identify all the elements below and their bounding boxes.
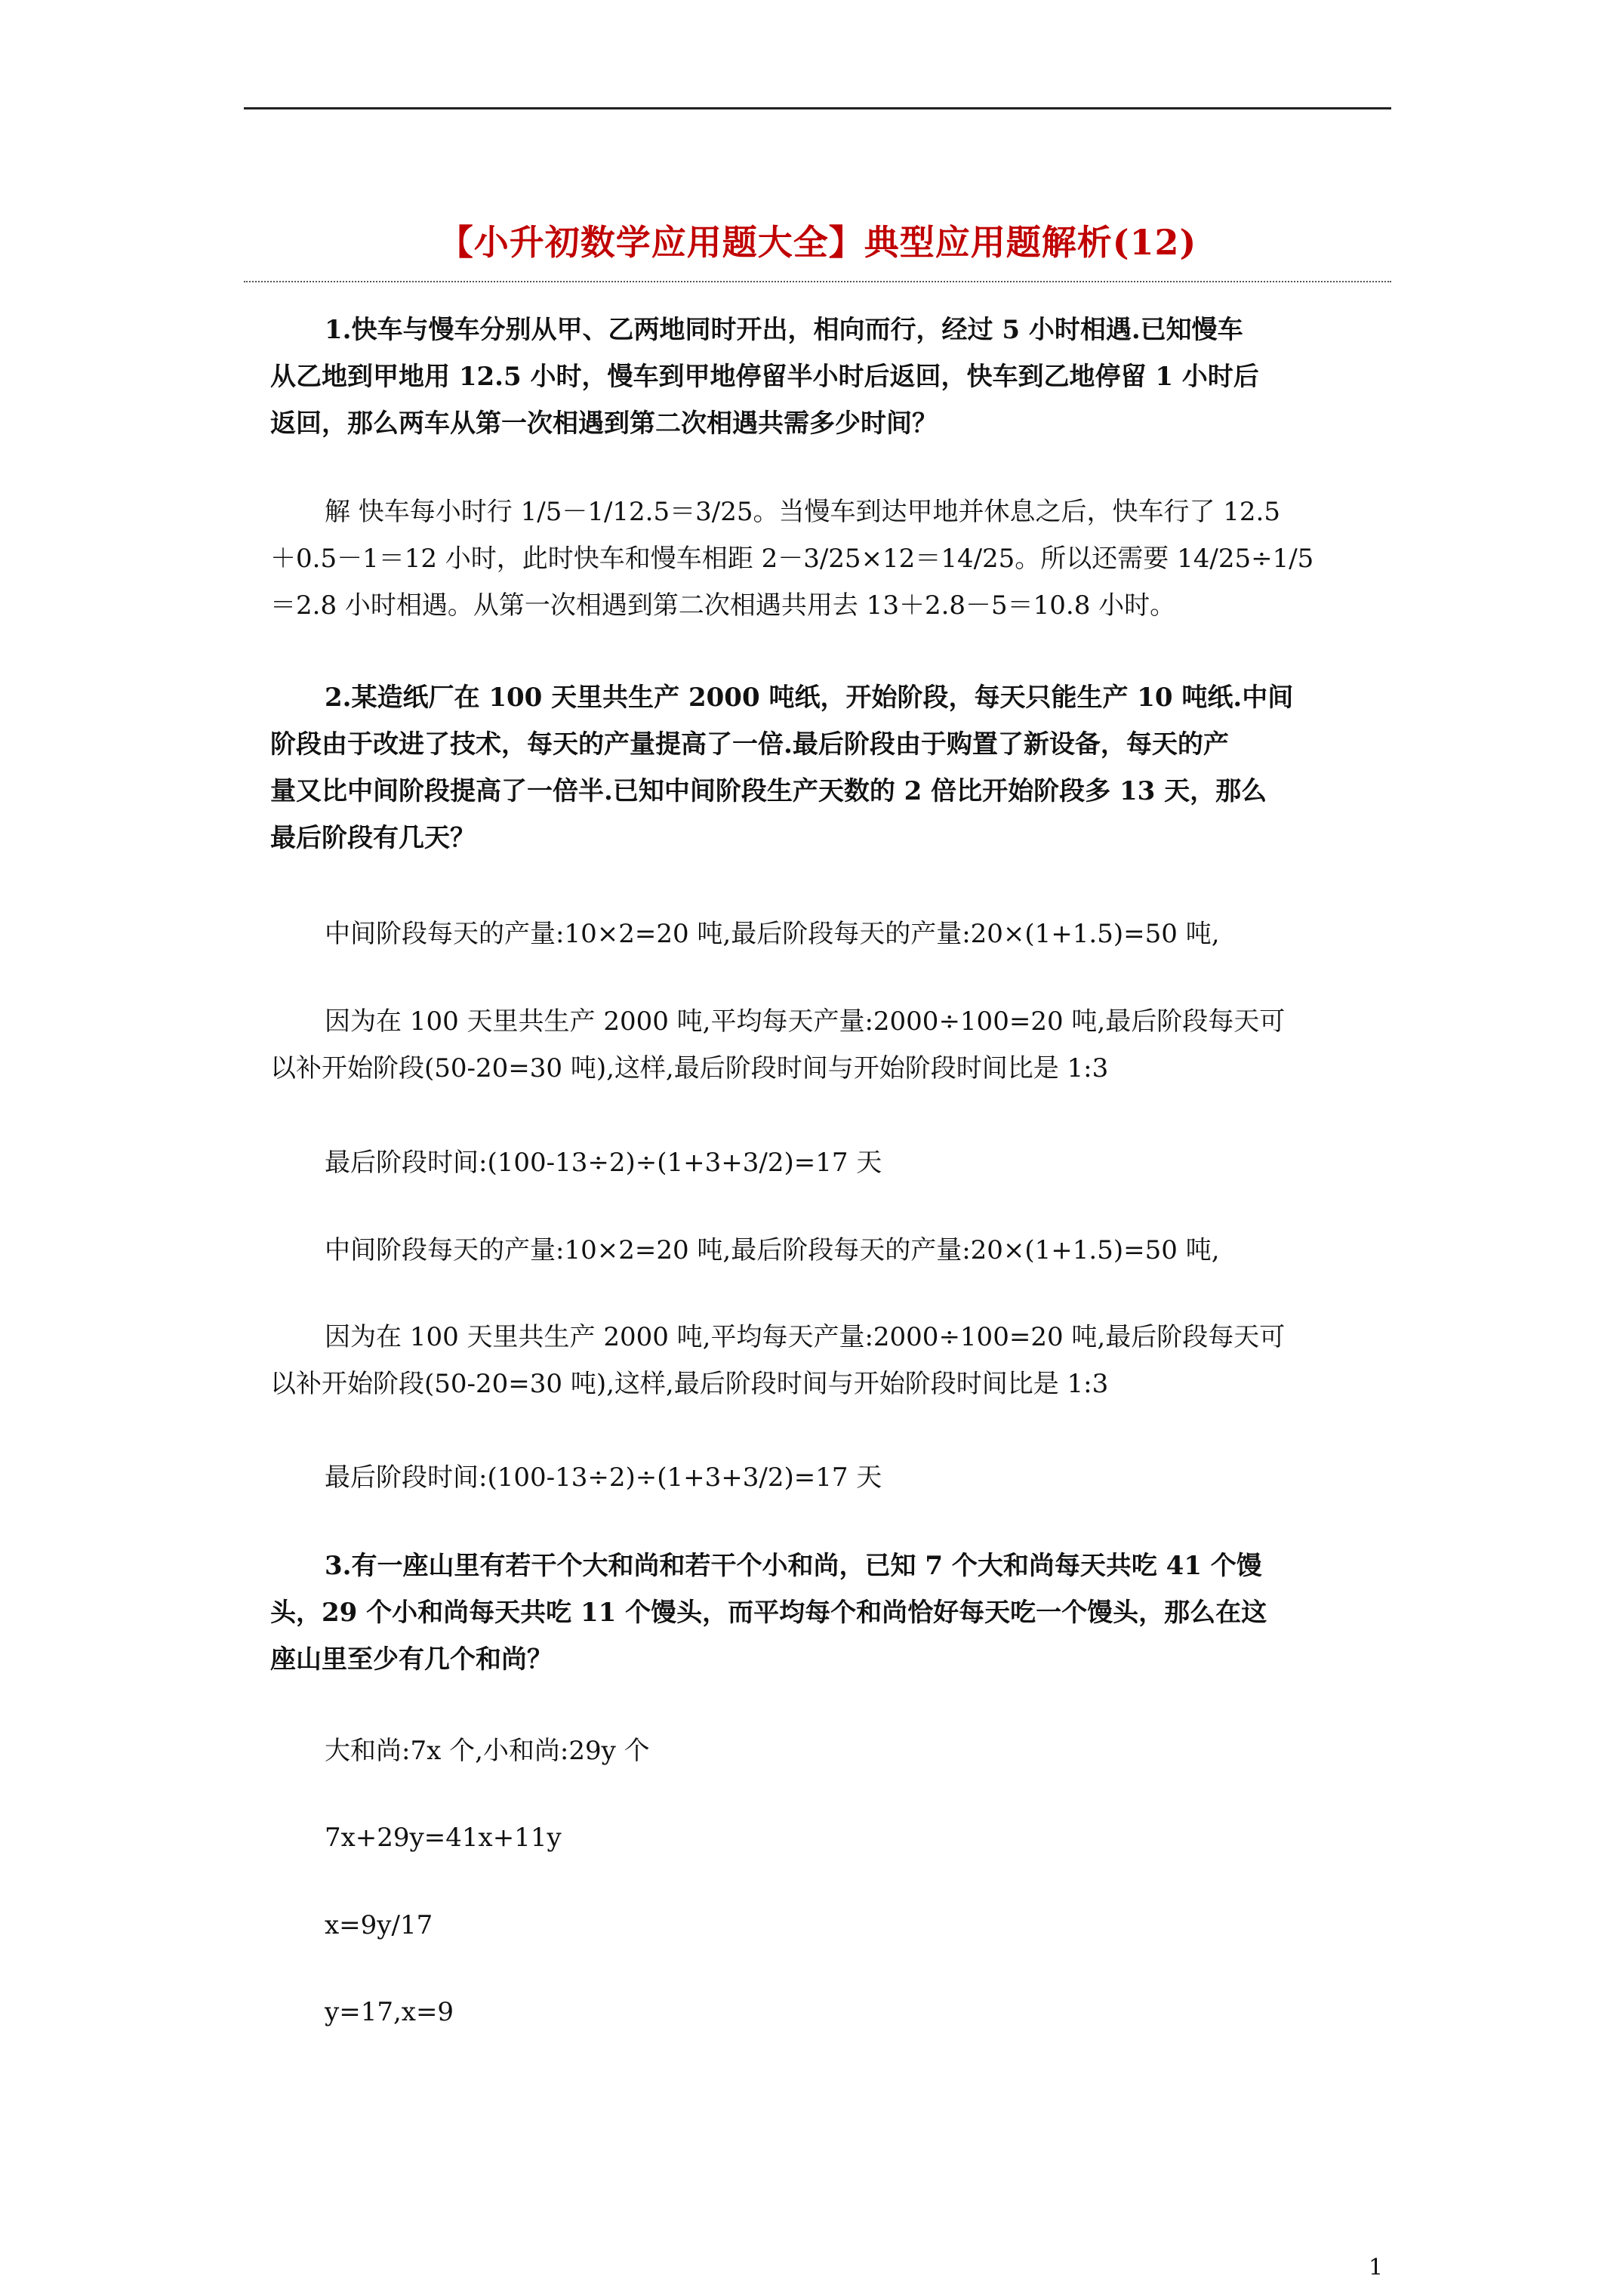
- answer-3-paragraph: [270, 1989, 1366, 2036]
- answer-3-paragraph: [270, 1902, 1366, 1949]
- answer-2-line: 因为在 100 天里共生产 2000 吨,平均每天产量:2000÷100=20 吨,最后阶段每天可: [325, 1006, 1286, 1037]
- document-title: 【小升初数学应用题大全】典型应用题解析(12): [438, 222, 1197, 263]
- answer-2-line: 最后阶段时间:(100-13÷2)÷(1+3+3/2)=17 天: [325, 1148, 882, 1178]
- page-number: 1: [1369, 2254, 1384, 2281]
- answer-2-paragraph: [270, 911, 1366, 957]
- answer-3-line: y=17,x=9: [325, 1997, 454, 2027]
- question-1-line: 1.快车与慢车分别从甲、乙两地同时开出，相向而行，经过 5 小时相遇.已知慢车: [325, 315, 1243, 345]
- answer-1: [270, 488, 1366, 629]
- title-divider: [244, 281, 1391, 282]
- answer-3-line: x=9y/17: [325, 1910, 433, 1940]
- answer-3-paragraph: [270, 1814, 1366, 1861]
- answer-2-line: 因为在 100 天里共生产 2000 吨,平均每天产量:2000÷100=20 吨,最后阶段每天可: [325, 1322, 1286, 1352]
- question-2-line: 2.某造纸厂在 100 天里共生产 2000 吨纸，开始阶段，每天只能生产 10 吨纸.中间: [325, 683, 1294, 713]
- question-3-line: 座山里至少有几个和尚？: [270, 1644, 553, 1675]
- answer-2-line: 中间阶段每天的产量:10×2=20 吨,最后阶段每天的产量:20×(1+1.5)=50 吨,: [325, 919, 1220, 949]
- answer-2-line: 以补开始阶段(50-20=30 吨),这样,最后阶段时间与开始阶段时间比是 1:3: [270, 1053, 1109, 1083]
- question-1-line: 返回，那么两车从第一次相遇到第二次相遇共需多少时间？: [270, 408, 938, 439]
- answer-2-line: 以补开始阶段(50-20=30 吨),这样,最后阶段时间与开始阶段时间比是 1:3: [270, 1369, 1109, 1399]
- question-3-line: 头，29 个小和尚每天共吃 11 个馒头，而平均每个和尚恰好每天吃一个馒头，那么在这: [270, 1598, 1267, 1628]
- answer-2-paragraph: [270, 1139, 1366, 1186]
- answer-2-line: 中间阶段每天的产量:10×2=20 吨,最后阶段每天的产量:20×(1+1.5)=50 吨,: [325, 1235, 1220, 1265]
- answer-2-paragraph: [270, 1454, 1366, 1501]
- answer-3-line: 7x+29y=41x+11y: [325, 1823, 562, 1853]
- answer-3-line: 大和尚:7x 个,小和尚:29y 个: [325, 1736, 650, 1766]
- question-2-line: 量又比中间阶段提高了一倍半.已知中间阶段生产天数的 2 倍比开始阶段多 13 天，那么: [270, 776, 1267, 806]
- question-1-line: 从乙地到甲地用 12.5 小时，慢车到甲地停留半小时后返回，快车到乙地停留 1 小时后: [270, 362, 1259, 392]
- question-3-line: 3.有一座山里有若干个大和尚和若干个小和尚，已知 7 个大和尚每天共吃 41 个馒: [325, 1551, 1262, 1581]
- answer-2-paragraph: [270, 998, 1366, 1092]
- question-1: [270, 307, 1366, 447]
- answer-1-line: ＝2.8 小时相遇。从第一次相遇到第二次相遇共用去 13＋2.8－5＝10.8 小时。: [270, 590, 1176, 621]
- answer-1-line: ＋0.5－1＝12 小时，此时快车和慢车相距 2－3/25×12＝14/25。所以还需要 14/25÷1/5: [270, 544, 1314, 574]
- question-2-line: 阶段由于改进了技术，每天的产量提高了一倍.最后阶段由于购置了新设备，每天的产: [270, 729, 1229, 760]
- answer-2-paragraph: [270, 1314, 1366, 1407]
- question-2-line: 最后阶段有几天？: [270, 823, 476, 853]
- header-rule: [244, 107, 1391, 109]
- answer-2-line: 最后阶段时间:(100-13÷2)÷(1+3+3/2)=17 天: [325, 1462, 882, 1493]
- answer-1-line: 解 快车每小时行 1/5－1/12.5＝3/25。当慢车到达甲地并休息之后，快车行了 12.5: [325, 497, 1280, 527]
- question-3: [270, 1542, 1366, 1683]
- answer-3-paragraph: [270, 1727, 1366, 1774]
- answer-2-paragraph: [270, 1227, 1366, 1274]
- question-2: [270, 674, 1366, 861]
